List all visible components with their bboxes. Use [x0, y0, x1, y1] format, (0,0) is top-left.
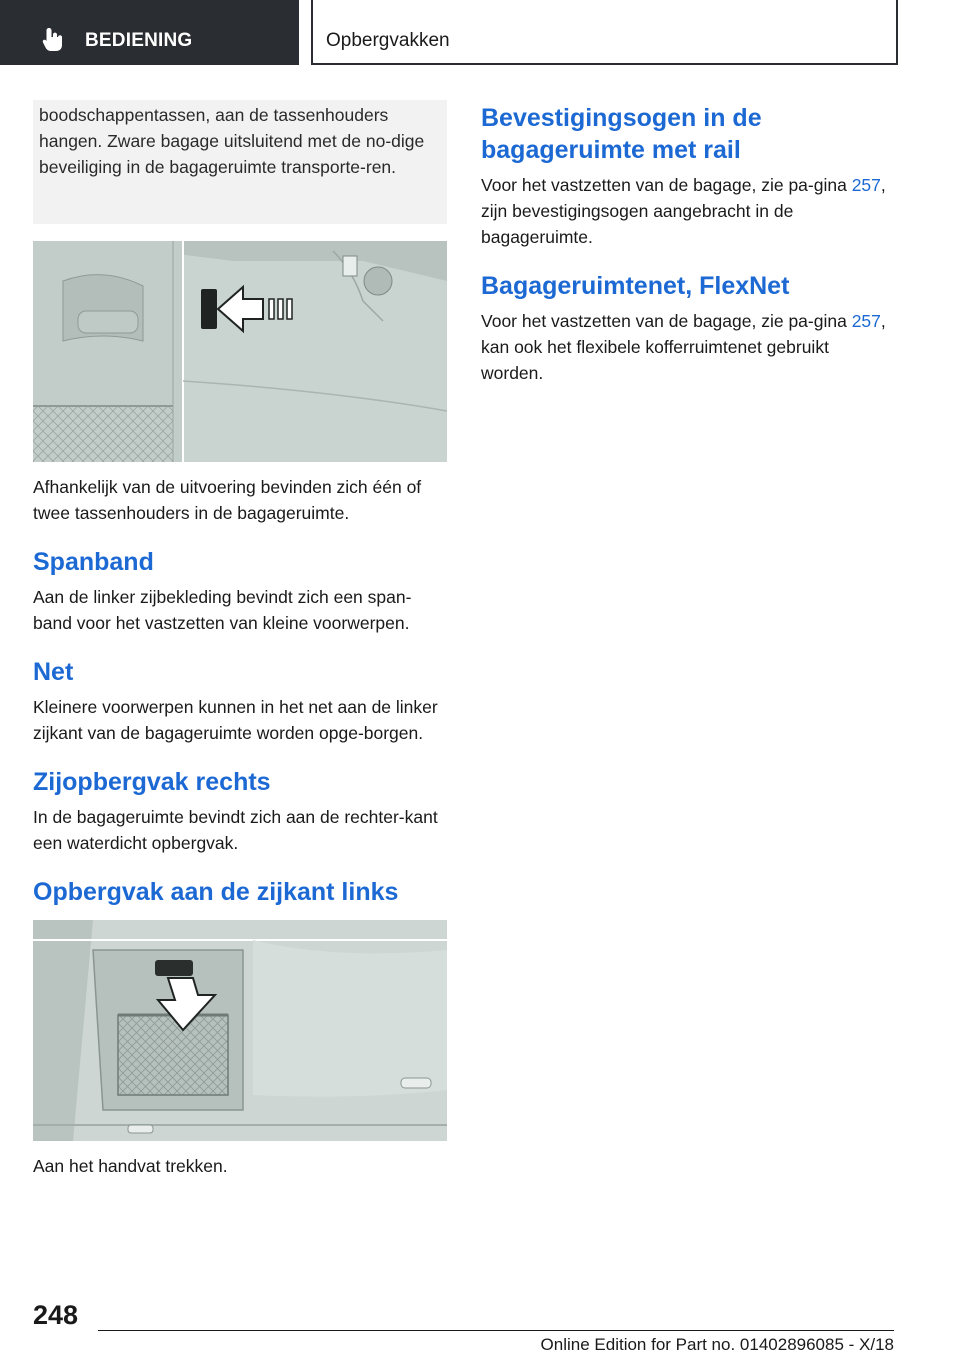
heading-net: Net — [33, 658, 74, 686]
footer-divider — [98, 1330, 894, 1331]
section-tab-label: BEDIENING — [85, 30, 193, 51]
figure-caption: Afhankelijk van de uitvoering bevinden zich één of twee tassenhouders in de bagageruimte. — [33, 477, 422, 523]
flexnet-text — [481, 308, 895, 386]
heading-spanband: Spanband — [33, 548, 154, 576]
chapter-tab-label: Opbergvakken — [326, 30, 450, 51]
zijopbergvak-text: In de bagageruimte bevindt zich aan de rechter-kant een waterdicht opbergvak. — [33, 807, 438, 853]
text-part: Voor het vastzetten van de bagage, zie pa-gina — [481, 175, 852, 195]
net-text: Kleinere voorwerpen kunnen in het net aan de linker zijkant van de bagageruimte worden opge-borgen. — [33, 697, 438, 743]
hand-pointer-icon — [40, 26, 66, 52]
edition-text: Online Edition for Part no. 01402896085 - X/18 — [540, 1335, 894, 1354]
bevestigingsogen-text — [481, 172, 895, 250]
heading-bevestigingsogen: Bevestigingsogen in de bagageruimte met rail — [481, 104, 762, 164]
note-text: boodschappentassen, aan de tassenhouders hangen. Zware bagage uitsluitend met de no-dige beveiliging in de bagageruimte transporte-ren. — [39, 105, 425, 177]
figure-caption-2: Aan het handvat trekken. — [33, 1156, 228, 1176]
heading-flexnet: Bagageruimtenet, FlexNet — [481, 272, 790, 300]
text-part: , kan ook het flexibele kofferruimtenet gebruikt worden. — [481, 311, 886, 383]
spanband-text: Aan de linker zijbekleding bevindt zich een span-band voor het vastzetten van kleine voorwerpen. — [33, 587, 412, 633]
text-part: , zijn bevestigingsogen aangebracht in de bagageruimte. — [481, 175, 886, 247]
page-ref-link[interactable]: 257 — [851, 311, 881, 331]
bag-holder-figure — [33, 241, 447, 462]
side-compartment-figure — [33, 920, 447, 1141]
right-column — [481, 100, 895, 386]
text-part: Voor het vastzetten van de bagage, zie pa-gina — [481, 311, 852, 331]
section-tab — [0, 0, 299, 65]
chapter-tab — [311, 0, 898, 65]
note-box — [33, 100, 447, 224]
heading-opbergvak-links: Opbergvak aan de zijkant links — [33, 878, 399, 906]
heading-zijopbergvak: Zijopbergvak rechts — [33, 768, 271, 796]
left-column — [33, 100, 447, 1179]
page-number: 248 — [33, 1300, 79, 1330]
page-ref-link[interactable]: 257 — [851, 175, 881, 195]
